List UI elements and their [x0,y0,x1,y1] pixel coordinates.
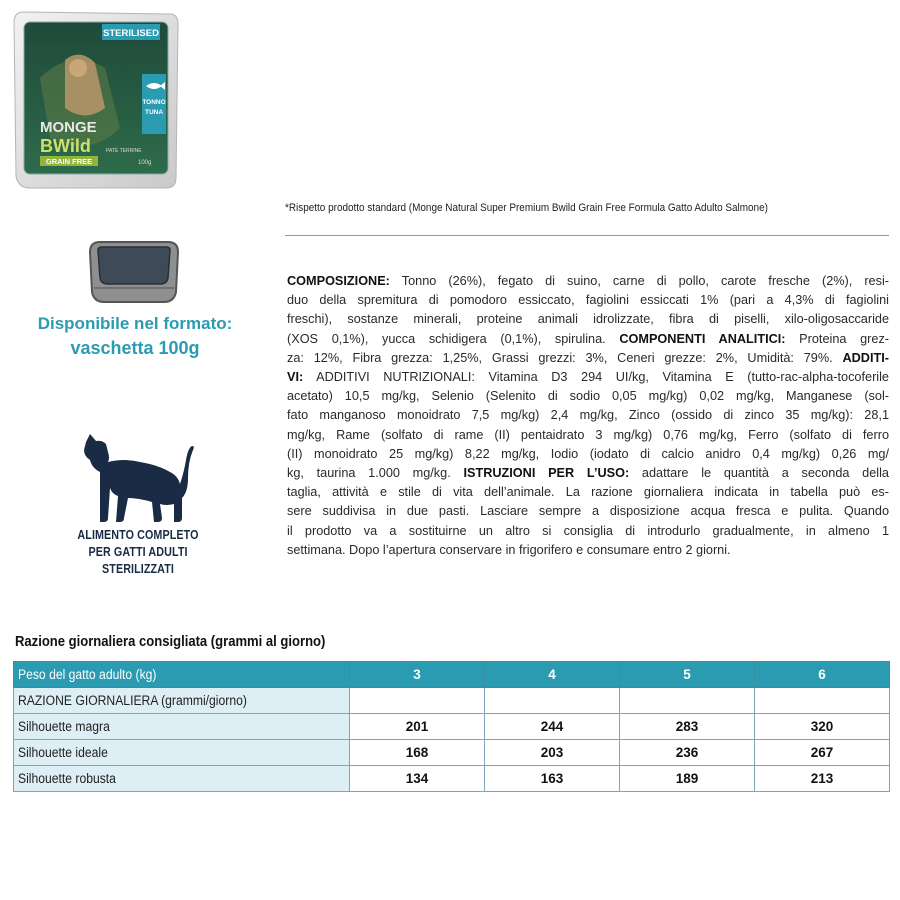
text-run: il prodotto va a sostituirne un altro si consiglia di introdurlo gradualmente, in almeno 1 [287,523,889,538]
format-label: Disponibile nel formato: [37,314,233,333]
text-run: fato manganoso monoidrato 7,5 mg/kg) 2,4 mg/kg, Zinco (ossido di zinco 35 mg/kg): 28,1 [287,408,889,423]
ration-cell: 244 [485,714,620,740]
composition-line [287,349,889,368]
text-run: taglia, attività e stile di vita dell’animale. La razione giornaliera indicata in tabella può es- [287,485,889,500]
svg-text:TUNA: TUNA [144,109,164,116]
section-heading: ADDITI- [842,350,889,365]
composition-line [287,502,889,521]
tray-icon [88,238,180,304]
table-header-row [14,662,890,688]
text-run: mg/kg, Rame (solfato di rame (II) pentaidrato 3 mg/kg) 0,76 mg/kg, Ferro (solfato di ferro [287,427,889,442]
text-run: adattare le quantità a seconda della [629,466,889,481]
text-run: duo della spremitura di pomodoro essiccato, fagiolini essiccati 1% (pari a 4,3% di fagiolini [287,293,889,308]
ration-cell: 163 [485,766,620,792]
text-run: settimana. Dopo l’apertura conservare in frigorifero e consumare entro 2 giorni. [287,542,731,557]
product-image [10,8,180,190]
divider [285,235,889,236]
ration-table [13,661,890,792]
weight-cell: 4 [485,662,620,688]
section-heading: ISTRUZIONI PER L’USO: [463,466,630,481]
text-run: ADDITIVI NUTRIZIONALI: Vitamina D3 294 UI/kg, Vitamina E (tutto-rac-alpha-tocoferile [303,370,889,385]
svg-text:PATÈ TERRINE: PATÈ TERRINE [106,148,142,154]
composition-line [287,368,889,387]
composition-line [287,464,889,483]
section-heading: COMPONENTI ANALITICI: [619,331,786,346]
ration-cell: 320 [755,714,890,740]
table-row [14,740,890,766]
ration-table-title: Razione giornaliera consigliata (grammi al giorno) [15,634,326,650]
text-run: (II) monoidrato 25 mg/kg) 8,22 mg/kg, Iodio (iodato di calcio anidro 0,4 mg/kg) 0,26 mg/ [287,446,889,461]
ration-cell: 189 [620,766,755,792]
footnote: *Rispetto prodotto standard (Monge Natural Super Premium Bwild Grain Free Formula Gatto Adulto Salmone) [285,202,768,214]
subheader-label: RAZIONE GIORNALIERA (grammi/giorno) [14,688,350,714]
ration-cell: 213 [755,766,890,792]
weight-cell: 3 [350,662,485,688]
text-run: acetato) 10,5 mg/kg, Selenio (Selenito di sodio 0,05 mg/kg) 0,02 mg/kg, Manganese (sol- [287,389,889,404]
food-type-line: ALIMENTO COMPLETO [77,528,199,542]
ration-cell: 236 [620,740,755,766]
svg-text:GRAIN FREE: GRAIN FREE [45,157,93,166]
weight-cell: 5 [620,662,755,688]
table-subheader-row [14,688,890,714]
row-label: Silhouette robusta [18,771,116,786]
composition-line [287,291,889,310]
format-value: vaschetta 100g [70,338,200,358]
composition-line [287,387,889,406]
header-label: Peso del gatto adulto (kg) [14,662,350,688]
text-run: (XOS 0,1%), yucca schidigera (0,1%), spirulina. [287,331,620,346]
text-run: Tonno (26%), fegato di suino, carne di pollo, carote fresche (2%), resi- [389,274,889,288]
text-run: sere suddivisa in due pasti. Lasciare sempre a disposizione acqua fresca e pulita. Quando [287,504,889,519]
composition-line [287,522,889,541]
food-type-line: STERILIZZATI [102,562,174,576]
composition-line [287,310,889,329]
product-badge: STERILISED [103,28,159,39]
composition-line [287,541,889,560]
svg-text:TONNO: TONNO [142,99,166,106]
section-heading: COMPOSIZIONE: [287,274,390,288]
table-row [14,714,890,740]
composition-line [287,406,889,425]
composition-text [287,272,889,560]
composition-line [287,330,889,349]
composition-line [287,426,889,445]
text-run: kg, taurina 1.000 mg/kg. [287,466,464,481]
text-run: freschi), sostanze minerali, proteine animali idrolizzate, fibra di piselli, xilo-oligosaccaride [287,312,889,327]
composition-line [287,272,889,291]
ration-cell: 201 [350,714,485,740]
cat-silhouette-icon [78,432,196,524]
row-label: Silhouette ideale [18,745,108,760]
ration-cell: 134 [350,766,485,792]
ration-cell: 168 [350,740,485,766]
food-type-line: PER GATTI ADULTI [88,545,188,559]
table-row [14,766,890,792]
product-line: BWild [40,136,91,156]
section-heading: VI: [287,370,304,385]
product-brand: MONGE [40,119,97,136]
text-run: Proteina grez- [785,331,890,346]
ration-cell: 267 [755,740,890,766]
text-run: za: 12%, Fibra grezza: 1,25%, Grassi grezzi: 3%, Ceneri grezze: 2%, Umidità: 79%. [287,350,843,365]
composition-line [287,445,889,464]
composition-line [287,483,889,502]
ration-cell: 203 [485,740,620,766]
weight-cell: 6 [755,662,890,688]
ration-cell: 283 [620,714,755,740]
row-label: Silhouette magra [18,719,110,734]
svg-text:100g: 100g [138,160,152,166]
